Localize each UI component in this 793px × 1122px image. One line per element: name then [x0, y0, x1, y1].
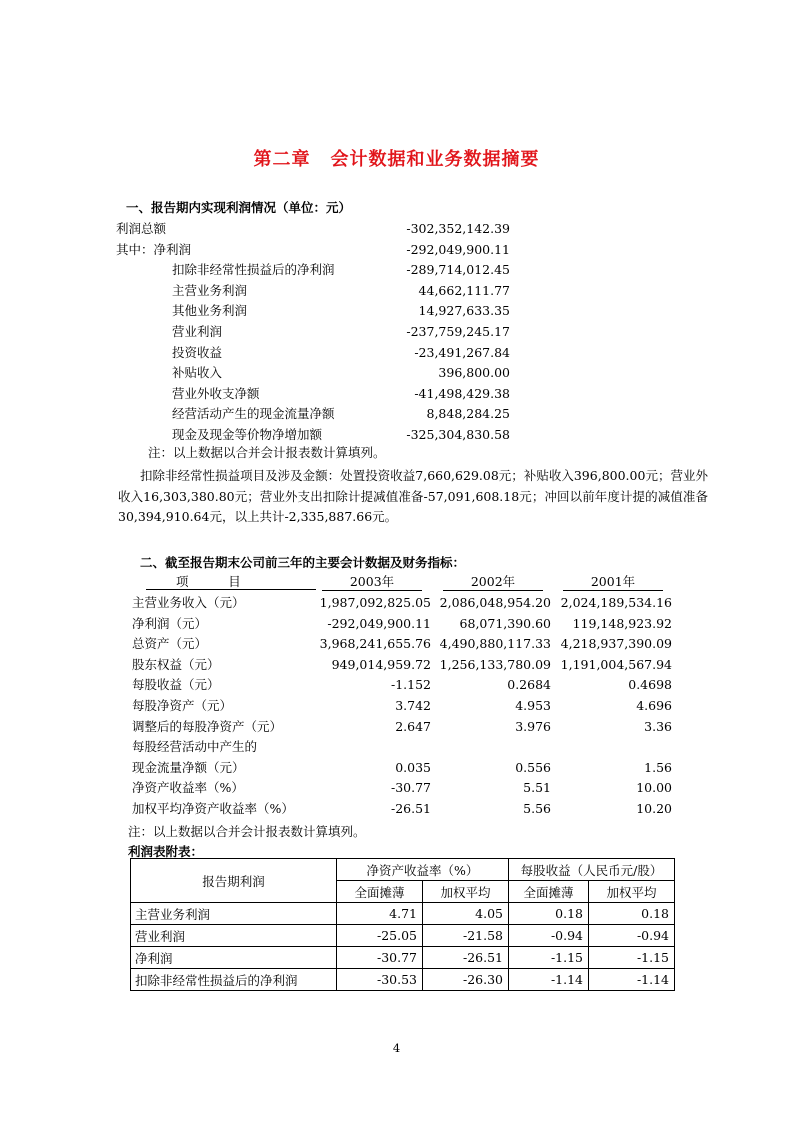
profit-row	[0, 343, 793, 364]
profit-label: 其他业务利润	[172, 303, 248, 319]
cell-value: 1.56	[644, 759, 672, 775]
profit-row	[0, 281, 793, 302]
profit-value: -41,498,429.38	[414, 385, 510, 401]
profit-label: 营业利润	[172, 324, 223, 339]
table-row	[0, 614, 793, 635]
table-row	[131, 947, 675, 969]
row-label: 净利润（元）	[132, 615, 208, 631]
table-row	[131, 925, 675, 947]
profit-value: -302,352,142.39	[406, 221, 510, 236]
profit-value: 14,927,633.35	[418, 303, 510, 319]
table-row	[0, 675, 793, 696]
profit-label: 现金及现金等价物净增加额	[172, 427, 323, 442]
cell-value: 5.56	[523, 801, 551, 816]
cell-value: 119,148,923.92	[572, 615, 672, 631]
profit-label: 利润总额	[116, 221, 167, 236]
section2-title: 二、截至报告期末公司前三年的主要会计数据及财务指标：	[140, 555, 466, 570]
row-label: 每股经营活动中产生的	[132, 739, 258, 755]
year-header-2001: 2001年	[563, 574, 663, 591]
cell-value: 0.556	[515, 759, 551, 775]
cell-value: 3.976	[515, 718, 551, 734]
profit-row	[0, 260, 793, 281]
cell-value: 2,024,189,534.16	[560, 595, 672, 610]
page-number: 4	[392, 1041, 401, 1055]
cell-value: -1.14	[509, 969, 589, 991]
section3-title: 利润表附表：	[128, 844, 204, 859]
row-label: 扣除非经常性损益后的净利润	[131, 969, 337, 991]
table-row	[0, 655, 793, 676]
cell-value: -0.94	[509, 925, 589, 947]
cell-value: 4.953	[515, 698, 551, 713]
cell-value: 0.18	[589, 903, 675, 925]
cell-value: 5.51	[523, 780, 551, 796]
profit-row	[0, 322, 793, 343]
ratio-table	[130, 858, 675, 991]
profit-label: 补贴收入	[172, 365, 223, 381]
profit-label: 营业外收支净额	[172, 385, 260, 401]
ratio-group-header-eps: 每股收益（人民币元/股）	[509, 859, 675, 881]
cell-value: 949,014,959.72	[331, 656, 431, 672]
row-label: 股东权益（元）	[132, 656, 220, 672]
ratio-header-row	[131, 859, 675, 881]
row-label: 主营业务收入（元）	[132, 595, 245, 610]
cell-value: -1.14	[589, 969, 675, 991]
ratio-col-header-profit: 报告期利润	[131, 859, 337, 903]
item-column-header: 项 目	[146, 574, 316, 590]
table-row	[0, 593, 793, 614]
cell-value: -30.77	[337, 947, 423, 969]
profit-value: 44,662,111.77	[418, 282, 510, 298]
cell-value: 0.2684	[507, 677, 551, 693]
cell-value: 4,218,937,390.09	[560, 636, 672, 652]
cell-value: -1.15	[589, 947, 675, 969]
table-row	[0, 799, 793, 820]
cell-value: -1.15	[509, 947, 589, 969]
profit-row	[0, 240, 793, 261]
section1-title: 一、报告期内实现利润情况（单位：元）	[126, 200, 352, 215]
cell-value: -26.51	[390, 801, 431, 816]
profit-row	[0, 384, 793, 405]
profit-value: 8,848,284.25	[426, 406, 510, 422]
cell-value: -25.05	[337, 925, 423, 947]
cell-value: -30.77	[390, 780, 431, 796]
cell-value: -1.152	[390, 677, 431, 693]
indicator-table-header	[0, 574, 793, 592]
row-label: 加权平均净资产收益率（%）	[132, 801, 294, 816]
cell-value: 10.00	[636, 780, 672, 796]
ratio-group-header-roe: 净资产收益率（%）	[337, 859, 509, 881]
profit-label: 投资收益	[172, 344, 223, 360]
cell-value: 3.36	[644, 718, 672, 734]
row-label: 现金流量净额（元）	[132, 759, 245, 775]
row-label: 主营业务利润	[131, 903, 337, 925]
table-row	[131, 969, 675, 991]
profit-label: 主营业务利润	[172, 282, 248, 298]
chapter-name: 会计数据和业务数据摘要	[330, 149, 540, 170]
cell-value: 4.05	[423, 903, 509, 925]
cell-value: 0.18	[509, 903, 589, 925]
row-label: 净资产收益率（%）	[132, 780, 244, 796]
cell-value: -292,049,900.11	[327, 615, 431, 631]
cell-value: 10.20	[636, 801, 672, 816]
ratio-subheader: 加权平均	[423, 881, 509, 903]
ratio-subheader: 全面摊薄	[509, 881, 589, 903]
profit-value: 396,800.00	[438, 365, 510, 381]
cell-value: 1,256,133,780.09	[439, 656, 551, 672]
profit-value: -289,714,012.45	[406, 262, 510, 278]
table-row	[0, 778, 793, 799]
cell-value: 68,071,390.60	[459, 615, 551, 631]
profit-row	[0, 363, 793, 384]
profit-row	[0, 404, 793, 425]
cell-value: -26.51	[423, 947, 509, 969]
profit-value: -23,491,267.84	[414, 344, 510, 360]
profit-label: 其中：净利润	[116, 241, 192, 257]
cell-value: 3,968,241,655.76	[319, 636, 431, 652]
profit-value: -325,304,830.58	[406, 427, 510, 442]
cell-value: 4.71	[337, 903, 423, 925]
cell-value: 0.035	[395, 759, 431, 775]
cell-value: -30.53	[337, 969, 423, 991]
chapter-title	[0, 145, 793, 171]
table-row	[0, 737, 793, 758]
row-label: 营业利润	[131, 925, 337, 947]
table-row	[0, 717, 793, 738]
profit-row	[0, 219, 793, 240]
profit-label: 扣除非经常性损益后的净利润	[172, 262, 335, 278]
cell-value: 2,086,048,954.20	[439, 595, 551, 610]
ratio-subheader: 全面摊薄	[337, 881, 423, 903]
ratio-subheader: 加权平均	[589, 881, 675, 903]
row-label: 每股收益（元）	[132, 677, 220, 693]
cell-value: 2.647	[395, 718, 431, 734]
profit-row	[0, 301, 793, 322]
cell-value: 1,191,004,567.94	[560, 656, 672, 672]
row-label: 总资产（元）	[132, 636, 208, 652]
profit-value: -237,759,245.17	[406, 324, 510, 339]
table-row	[0, 758, 793, 779]
table-row	[0, 634, 793, 655]
cell-value: -21.58	[423, 925, 509, 947]
table-row	[131, 903, 675, 925]
cell-value: 4,490,880,117.33	[439, 636, 551, 652]
section1-note: 注：以上数据以合并会计报表数计算填列。	[148, 445, 386, 460]
cell-value: 0.4698	[628, 677, 672, 693]
cell-value: -0.94	[589, 925, 675, 947]
year-header-2002: 2002年	[443, 574, 543, 591]
row-label: 净利润	[131, 947, 337, 969]
table-row	[0, 696, 793, 717]
profit-row	[0, 425, 793, 446]
row-label: 每股净资产（元）	[132, 698, 233, 713]
profit-label: 经营活动产生的现金流量净额	[172, 406, 335, 422]
cell-value: 1,987,092,825.05	[319, 595, 431, 610]
cell-value: 4.696	[636, 698, 672, 713]
non-recurring-paragraph: 扣除非经常性损益项目及涉及金额：处置投资收益7,660,629.08元；补贴收入396,800.00元；营业外收入16,303,380.80元；营业外支出扣除计提减值准备-57,091,608.18元；冲回以前年度计提的减值准备30,394,910.64元，以上共计-2,335,887.66元。	[118, 468, 708, 525]
row-label: 调整后的每股净资产（元）	[132, 718, 283, 734]
section2-note: 注：以上数据以合并会计报表数计算填列。	[128, 824, 366, 839]
profit-value: -292,049,900.11	[406, 241, 510, 257]
year-header-2003: 2003年	[322, 574, 422, 591]
cell-value: 3.742	[395, 698, 431, 713]
chapter-number: 第二章	[253, 149, 311, 170]
cell-value: -26.30	[423, 969, 509, 991]
